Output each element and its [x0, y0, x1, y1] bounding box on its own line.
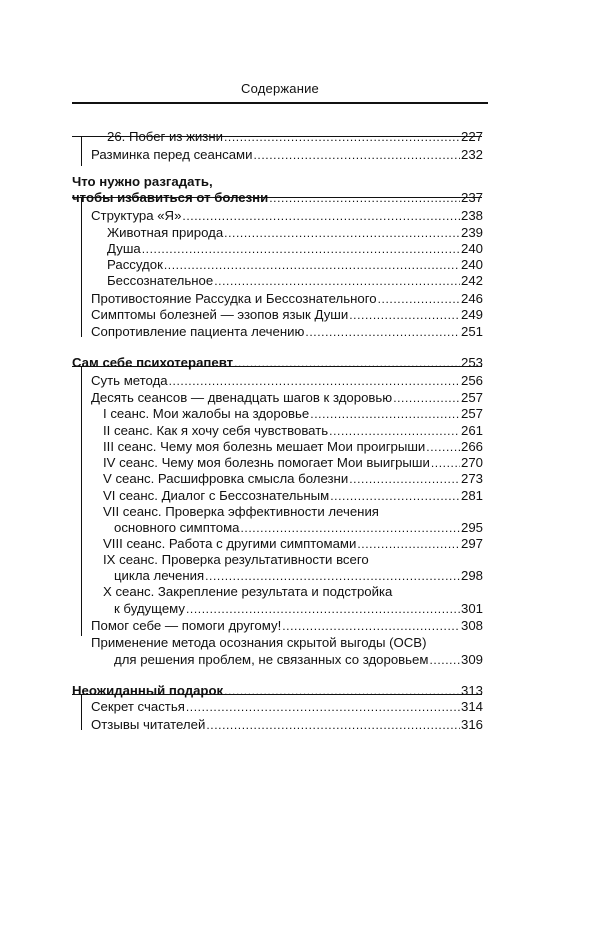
toc-entry: Животная природа ..... 239	[107, 224, 483, 242]
section-heading: Сам себе психотерапевт ..... 253	[72, 354, 483, 372]
toc-entry-line: Применение метода осознания скрытой выгоды (ОСВ)	[91, 635, 427, 650]
toc-entry: VIII сеанс. Работа с другими симптомами ..... 297	[103, 535, 483, 553]
dot-leader	[214, 273, 460, 290]
toc-entry: Сопротивление пациента лечению ..... 251	[91, 323, 483, 341]
dot-leader	[310, 406, 460, 423]
page-number: 281	[460, 488, 483, 503]
toc-entry: VI сеанс. Диалог с Бессознательным ..... 281	[103, 487, 483, 505]
page-number: 273	[460, 471, 483, 486]
page-number: 270	[460, 455, 483, 470]
dot-leader	[357, 536, 460, 553]
section-heading: Неожиданный подарок ..... 313	[72, 682, 483, 700]
toc-entry: Бессознательное ..... 242	[107, 272, 483, 290]
section-bracket	[81, 136, 82, 166]
dot-leader	[282, 618, 460, 635]
dot-leader	[349, 471, 460, 488]
page-number: 240	[460, 241, 483, 256]
section-heading: чтобы избавиться от болезни ..... 237	[72, 189, 483, 207]
toc-entry: Противостояние Рассудка и Бессознательного ..... 246	[91, 290, 483, 308]
toc-entry: Симптомы болезней — эзопов язык Души ..... 249	[91, 306, 483, 324]
page-number: 249	[460, 307, 483, 322]
page-number: 238	[460, 208, 483, 223]
toc-entry: Разминка перед сеансами ..... 232	[91, 146, 483, 164]
toc-entry: Десять сеансов — двенадцать шагов к здоровью ..... 257	[91, 389, 483, 407]
page-number: 316	[460, 717, 483, 732]
dot-leader	[186, 601, 460, 618]
dot-leader	[253, 147, 460, 164]
page-number: 240	[460, 257, 483, 272]
toc-entry: Душа ..... 240	[107, 240, 483, 258]
dot-leader	[305, 324, 460, 341]
toc-entry: Помог себе — помоги другому! ..... 308	[91, 617, 483, 635]
header-rule	[72, 102, 488, 104]
page-number: 266	[460, 439, 483, 454]
toc-entry: 26. Побег из жизни ..... 227	[107, 128, 483, 146]
toc-entry: к будущему ..... 301	[114, 600, 483, 618]
section-bracket	[81, 366, 82, 636]
page-number: 246	[460, 291, 483, 306]
page-number: 242	[460, 273, 483, 288]
page-number: 314	[460, 699, 483, 714]
dot-leader	[182, 208, 460, 225]
page-number: 237	[460, 190, 483, 205]
page-number: 301	[460, 601, 483, 616]
toc-entry: для решения проблем, не связанных со здоровьем ..... 309	[114, 651, 483, 669]
page-number: 313	[460, 683, 483, 698]
toc-entry: III сеанс. Чему моя болезнь мешает Мои проигрыши ..... 266	[103, 438, 483, 456]
toc-entry: I сеанс. Мои жалобы на здоровье ..... 257	[103, 405, 483, 423]
toc-entry: Отзывы читателей ..... 316	[91, 716, 483, 734]
page-number: 298	[460, 568, 483, 583]
dot-leader	[186, 699, 460, 716]
page-number: 251	[460, 324, 483, 339]
section-bracket	[81, 197, 82, 337]
page-number: 253	[460, 355, 483, 370]
page-number: 297	[460, 536, 483, 551]
toc-entry-line: VII сеанс. Проверка эффективности лечения	[103, 504, 379, 519]
page-number: 308	[460, 618, 483, 633]
page-number: 227	[460, 129, 483, 144]
toc-entry: Рассудок ..... 240	[107, 256, 483, 274]
page-number: 239	[460, 225, 483, 240]
dot-leader	[224, 129, 460, 146]
dot-leader	[206, 717, 460, 734]
toc-entry: основного симптома ..... 295	[114, 519, 483, 537]
dot-leader	[429, 652, 460, 669]
page-number: 295	[460, 520, 483, 535]
dot-leader	[234, 355, 460, 372]
page-number: 257	[460, 390, 483, 405]
page-number: 257	[460, 406, 483, 421]
dot-leader	[349, 307, 460, 324]
dot-leader	[269, 190, 460, 207]
toc-entry: Секрет счастья ..... 314	[91, 698, 483, 716]
dot-leader	[169, 373, 460, 390]
page-number: 309	[460, 652, 483, 667]
toc-entry-line: X сеанс. Закрепление результата и подстройка	[103, 584, 393, 599]
toc-entry: Суть метода ..... 256	[91, 372, 483, 390]
running-head: Содержание	[241, 81, 319, 96]
page-number: 256	[460, 373, 483, 388]
page-number: 232	[460, 147, 483, 162]
toc-entry: II сеанс. Как я хочу себя чувствовать ..... 261	[103, 422, 483, 440]
toc-entry: Структура «Я» ..... 238	[91, 207, 483, 225]
toc-entry: IV сеанс. Чему моя болезнь помогает Мои выигрыши ..... 270	[103, 454, 483, 472]
toc-entry: V сеанс. Расшифровка смысла болезни ..... 273	[103, 470, 483, 488]
section-heading-line: Что нужно разгадать,	[72, 174, 213, 189]
toc-entry: цикла лечения ..... 298	[114, 567, 483, 585]
toc-entry-line: IX сеанс. Проверка результативности всего	[103, 552, 369, 567]
page-number: 261	[460, 423, 483, 438]
